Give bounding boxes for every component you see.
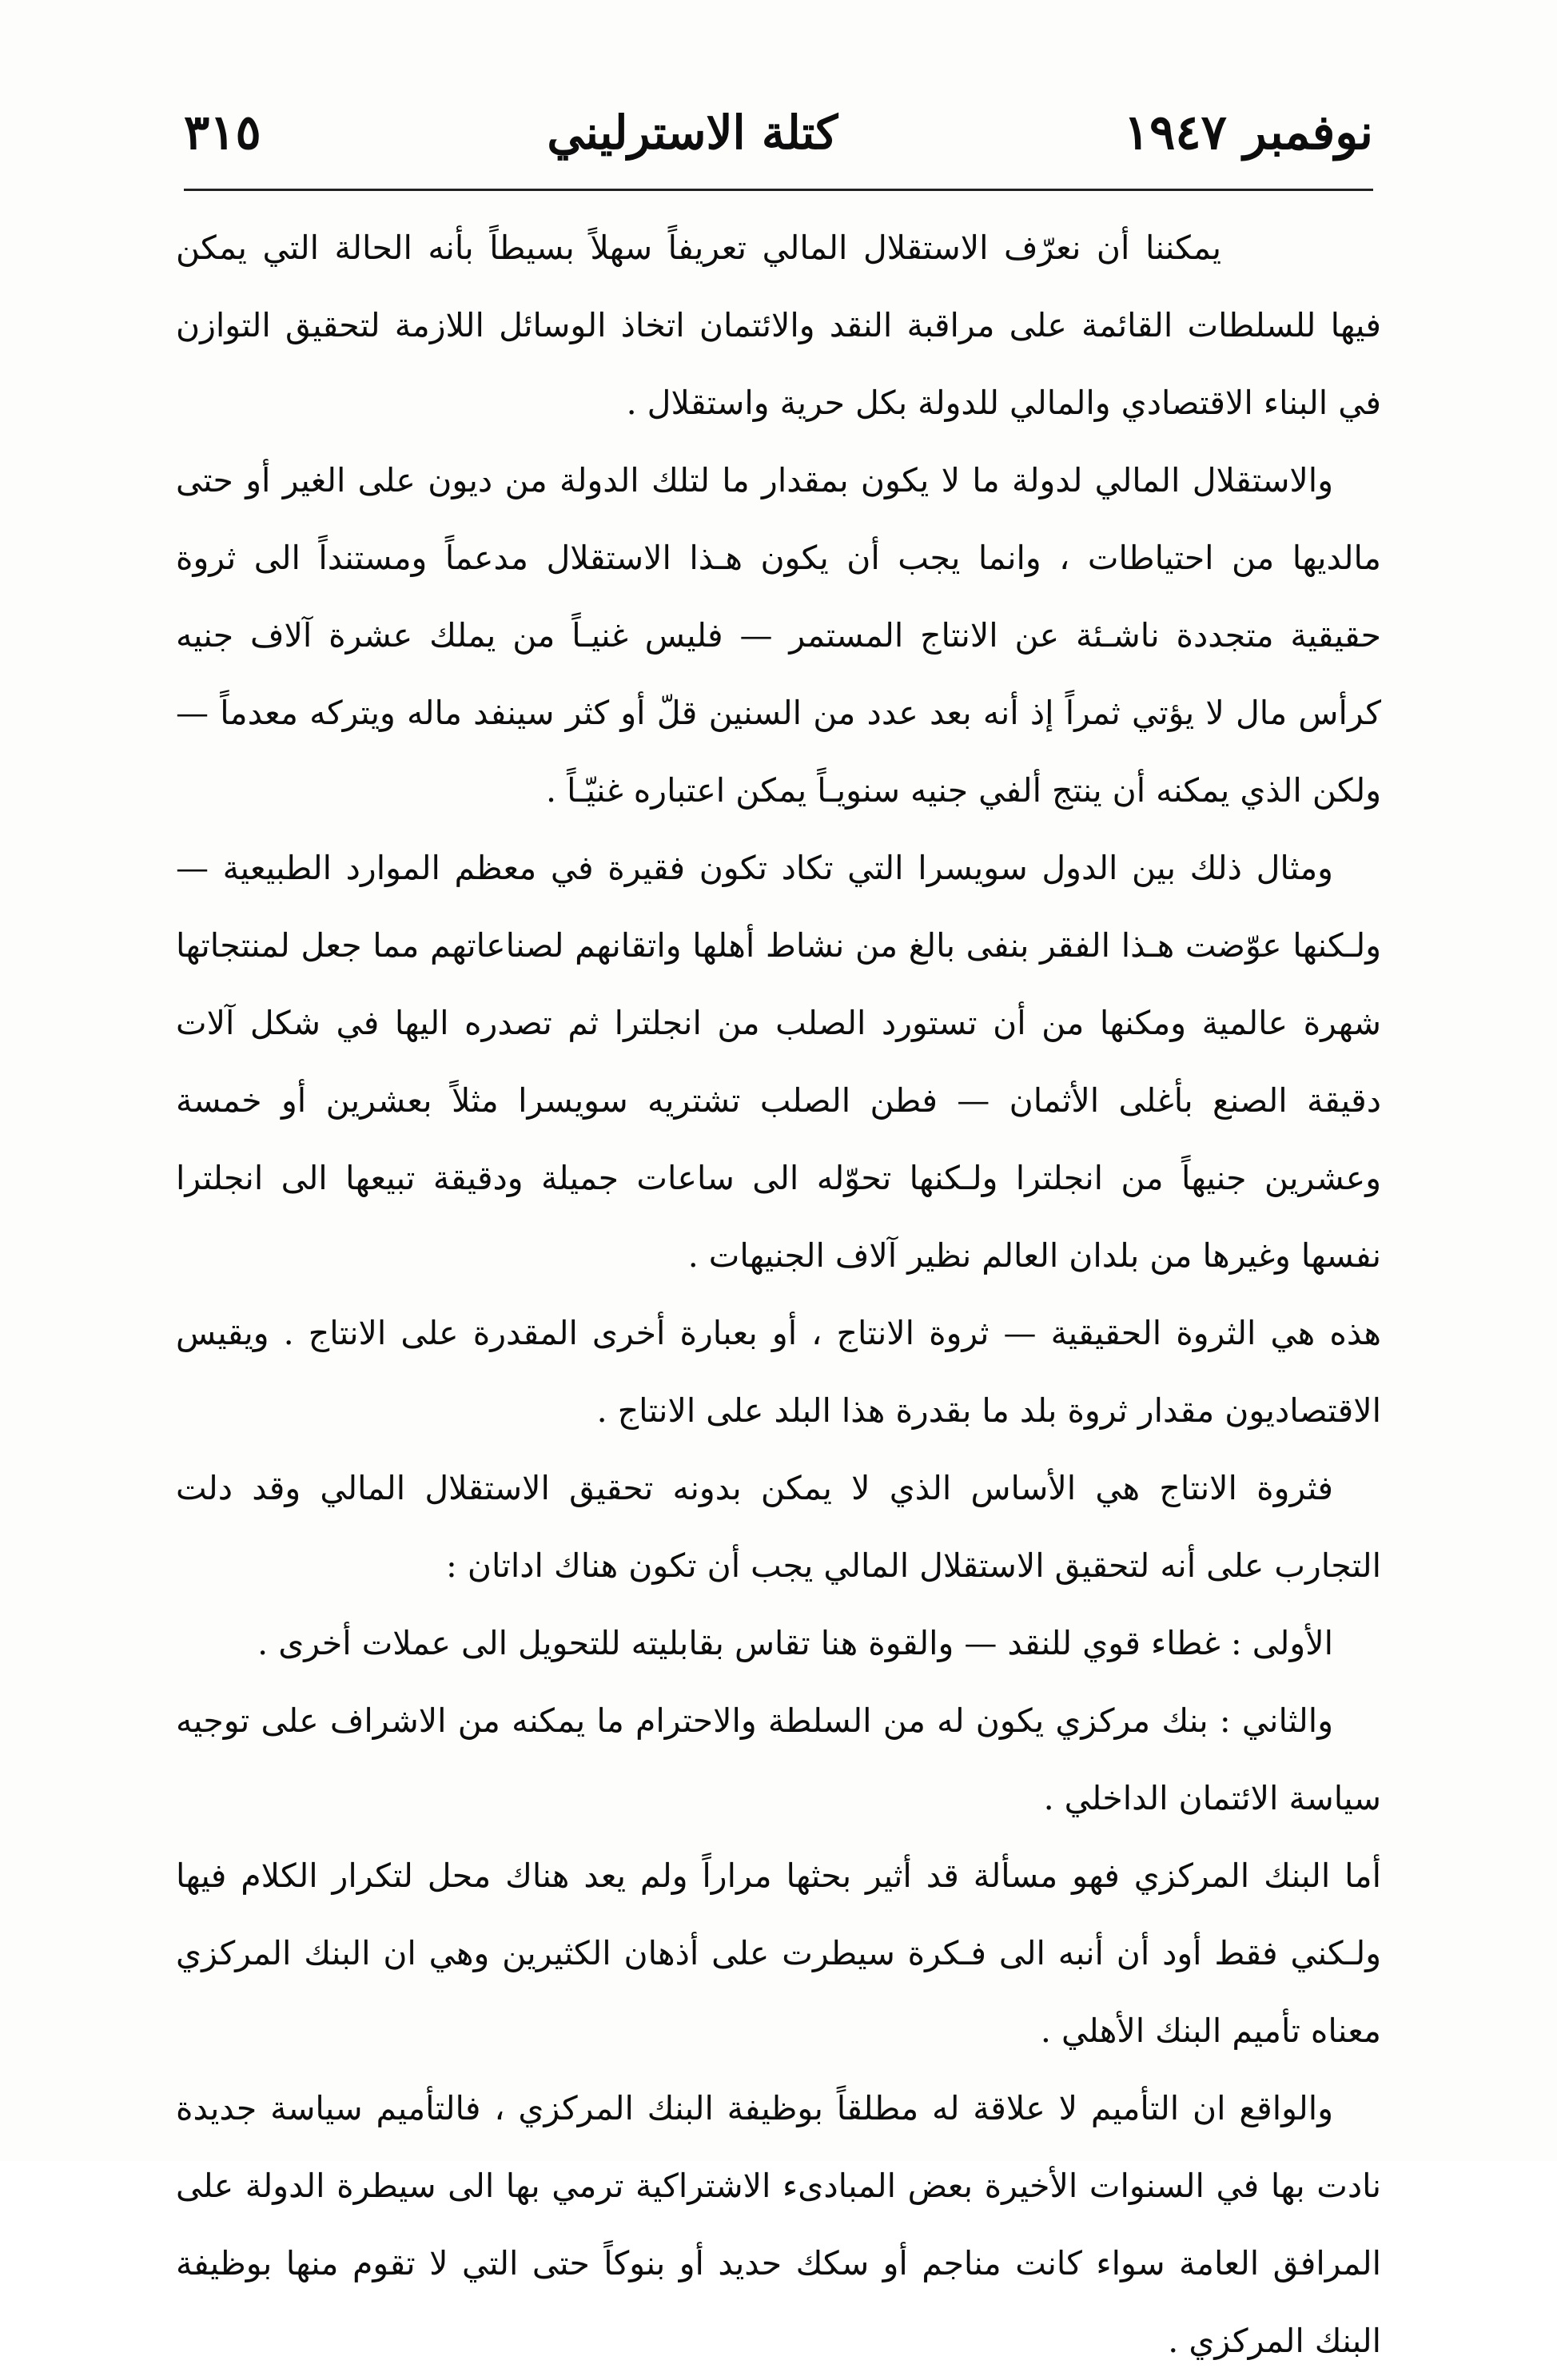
paragraph-real-wealth: هذه هي الثروة الحقيقية — ثروة الانتاج ، أو بعبارة أخرى المقدرة على الانتاج . ويقيس الاقتصاديون مقدار ثروة بلد ما بقدرة هذا البلد على الانتاج . xyxy=(176,1314,1381,1430)
paragraph-switzerland-example: ومثال ذلك بين الدول سويسرا التي تكاد تكون فقيرة في معظم الموارد الطبيعية — ولـكنها عوّضت هـذا الفقر بنفى بالغ من نشاط أهلها واتقانهم لصناعاتهم مما جعل لمنتجاتها شهرة عالمية ومكنها من أن تستورد الصلب من انجلترا ثم تصدره اليها في شكل آلات دقيقة الصنع بأغلى الأثمان — فطن الصلب تشتريه سويسرا مثلاً بعشرين أو خمسة وعشرين جنيهاً من انجلترا ولـكنها تحوّله الى ساعات جميلة ودقيقة تبيعها الى انجلترا نفسها وغيرها من بلدان العالم نظير آلاف الجنيهات . xyxy=(176,849,1381,1275)
header-title: كتلة الاسترليني xyxy=(547,105,838,160)
paragraph-nationalization: والواقع ان التأميم لا علاقة له مطلقاً بوظيفة البنك المركزي ، فالتأميم سياسة جديدة نادت بها في السنوات الأخيرة بعض المبادىء الاشتراكية ترمي بها الى سيطرة الدولة على المرافق العامة سواء كانت مناجم أو سكك حديد أو بنوكاً حتى التي لا تقوم منها بوظيفة البنك المركزي . xyxy=(176,2089,1381,2360)
body-text xyxy=(176,209,1381,2360)
header-rule xyxy=(184,189,1373,191)
running-header xyxy=(184,94,1373,171)
page-number: ٣١٥ xyxy=(184,105,261,161)
paragraph-two-tools: فثروة الانتاج هي الأساس الذي لا يمكن بدونه تحقيق الاستقلال المالي وقد دلت التجارب على أنه لتحقيق الاستقلال المالي يجب أن تكون هناك اداتان : xyxy=(176,1469,1381,1585)
paragraph-first-tool: الأولى : غطاء قوي للنقد — والقوة هنا تقاس بقابليته للتحويل الى عملات أخرى . xyxy=(257,1624,1333,1662)
paragraph-financial-independence: والاستقلال المالي لدولة ما لا يكون بمقدار ما لتلك الدولة من ديون على الغير أو حتى مالديها من احتياطات ، وانما يجب أن يكون هـذا الاستقلال مدعماً ومستنداً الى ثروة حقيقية متجددة ناشـئة عن الانتاج المستمر — فليس غنيـاً من يملك عشرة آلاف جنيه كرأس مال لا يؤتي ثمراً إذ أنه بعد عدد من السنين قلّ أو كثر سينفد ماله ويتركه معدماً — ولكن الذي يمكنه أن ينتج ألفي جنيه سنويـاً يمكن اعتباره غنيّـاً . xyxy=(176,461,1381,810)
paragraph-central-bank: أما البنك المركزي فهو مسألة قد أثير بحثها مراراً ولم يعد هناك محل لتكرار الكلام فيها ولـكني فقط أود أن أنبه الى فـكرة سيطرت على أذهان الكثيرين وهي ان البنك المركزي معناه تأميم البنك الأهلي . xyxy=(176,1857,1381,2050)
paragraph-second-tool: والثاني : بنك مركزي يكون له من السلطة والاحترام ما يمكنه من الاشراف على توجيه سياسة الائتمان الداخلي . xyxy=(176,1701,1381,1817)
header-date: نوفمبر ١٩٤٧ xyxy=(1123,105,1373,161)
paragraph-definition: يمكننا أن نعرّف الاستقلال المالي تعريفاً سهلاً بسيطاً بأنه الحالة التي يمكن فيها للسلطات القائمة على مراقبة النقد والائتمان اتخاذ الوسائل اللازمة لتحقيق التوازن في البناء الاقتصادي والمالي للدولة بكل حرية واستقلال . xyxy=(176,229,1381,422)
